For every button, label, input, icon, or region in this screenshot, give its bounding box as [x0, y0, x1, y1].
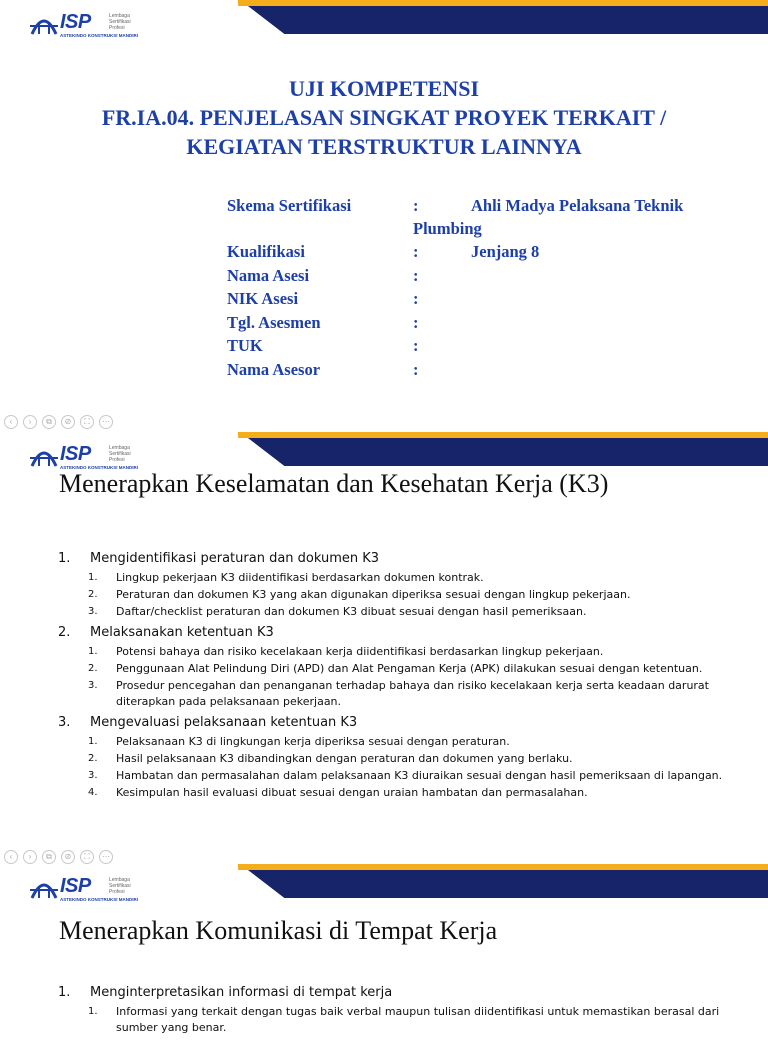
copy-icon[interactable]: ⧉ [42, 850, 56, 864]
fullscreen-icon[interactable]: ⛶ [80, 415, 94, 429]
form-row: Nama Asesor : [227, 359, 419, 379]
list-item: 2. Peraturan dan dokumen K3 yang akan digunakan diperiksa sesuai dengan lingkup pekerjaan. [88, 588, 631, 601]
next-slide-button[interactable]: › [23, 415, 37, 429]
list-item: 1. Potensi bahaya dan risiko kecelakaan kerja diidentifikasi berdasarkan lingkup pekerjaan. [88, 645, 604, 658]
slide-toolbar [4, 415, 113, 429]
logo-tagline: ASTEKINDO KONSTRUKSI MANDIRI [60, 33, 139, 38]
criteria-list [88, 644, 738, 710]
lsp-logo [30, 874, 140, 904]
form-row: Tgl. Asesmen : [227, 312, 419, 332]
hide-icon[interactable]: ⊘ [61, 415, 75, 429]
page-title: UJI KOMPETENSI FR.IA.04. PENJELASAN SINGKAT PROYEK TERKAIT / KEGIATAN TERSTRUKTUR LAINNYA [101, 76, 667, 159]
form-row: Skema Sertifikasi : Ahli Madya Pelaksana Teknik Plumbing [227, 196, 684, 238]
slide-2 [0, 432, 768, 838]
list-item: 3. Daftar/checklist peraturan dan dokumen K3 dibuat sesuai dengan hasil pemeriksaan. [88, 605, 587, 618]
list-item: 1. Pelaksanaan K3 di lingkungan kerja diperiksa sesuai dengan peraturan. [88, 735, 510, 748]
criteria-list [88, 734, 738, 801]
list-item: 2. Penggunaan Alat Pelindung Diri (APD) dan Alat Pengaman Kerja (APK) dilakukan sesuai dengan ketentuan. [88, 662, 703, 675]
section-title: 1. Mengidentifikasi peraturan dan dokumen K3 [58, 551, 380, 566]
list-item: 1. Informasi yang terkait dengan tugas baik verbal maupun tulisan diidentifikasi untuk memastikan berasal dari sumber yang benar. [88, 1005, 720, 1034]
next-slide-button[interactable]: › [23, 850, 37, 864]
slide-heading: Menerapkan Keselamatan dan Kesehatan Kerja (K3) [59, 469, 609, 498]
logo-tagline: ASTEKINDO KONSTRUKSI MANDIRI [60, 465, 139, 470]
logo-small-text: Lembaga Sertifikasi Profesi [109, 445, 131, 463]
lsp-logo [30, 10, 140, 40]
more-icon[interactable]: ⋯ [99, 850, 113, 864]
copy-icon[interactable]: ⧉ [42, 415, 56, 429]
identity-form [227, 196, 737, 383]
section-title: 3. Mengevaluasi pelaksanaan ketentuan K3 [58, 715, 358, 730]
list-item: 4. Kesimpulan hasil evaluasi dibuat sesuai dengan uraian hambatan dan permasalahan. [88, 786, 588, 799]
competency-outline [58, 984, 738, 1040]
criteria-list [88, 1004, 738, 1036]
logo-small-text: Lembaga Sertifikasi Profesi [109, 13, 131, 31]
slide-1 [0, 0, 768, 405]
slide-toolbar [4, 850, 113, 864]
slide-heading: Menerapkan Komunikasi di Tempat Kerja [59, 916, 498, 945]
fullscreen-icon[interactable]: ⛶ [80, 850, 94, 864]
list-item: 3. Hambatan dan permasalahan dalam pelaksanaan K3 diuraikan sesuai dengan hasil pemeriksaan di lapangan. [88, 769, 723, 782]
form-row: Kualifikasi : Jenjang 8 [227, 242, 540, 261]
logo-wordmark: ISP [60, 875, 91, 897]
form-row: Nama Asesi : [227, 265, 419, 285]
logo-wordmark: ISP [60, 11, 91, 33]
more-icon[interactable]: ⋯ [99, 415, 113, 429]
prev-slide-button[interactable]: ‹ [4, 415, 18, 429]
logo-small-text: Lembaga Sertifikasi Profesi [109, 877, 131, 895]
logo-wordmark: ISP [60, 443, 91, 465]
section-title: 1. Menginterpretasikan informasi di tempat kerja [58, 985, 393, 1000]
criteria-list [88, 570, 738, 620]
hide-icon[interactable]: ⊘ [61, 850, 75, 864]
arch-logo-icon [30, 10, 58, 36]
competency-outline [58, 550, 738, 805]
form-row: TUK : [227, 336, 419, 355]
form-row: NIK Asesi : [227, 289, 419, 308]
logo-tagline: ASTEKINDO KONSTRUKSI MANDIRI [60, 897, 139, 902]
list-item: 2. Hasil pelaksanaan K3 dibandingkan dengan peraturan dan dokumen yang berlaku. [88, 752, 573, 765]
prev-slide-button[interactable]: ‹ [4, 850, 18, 864]
list-item: 1. Lingkup pekerjaan K3 diidentifikasi berdasarkan dokumen kontrak. [88, 571, 484, 584]
list-item: 3. Prosedur pencegahan dan penanganan terhadap bahaya dan risiko kecelakaan kerja serta keadaan darurat diterapkan pada pelaksanaan pekerjaan. [88, 679, 709, 708]
arch-logo-icon [30, 874, 58, 900]
slide-3 [0, 864, 768, 1034]
section-title: 2. Melaksanakan ketentuan K3 [58, 625, 274, 640]
arch-logo-icon [30, 442, 58, 468]
